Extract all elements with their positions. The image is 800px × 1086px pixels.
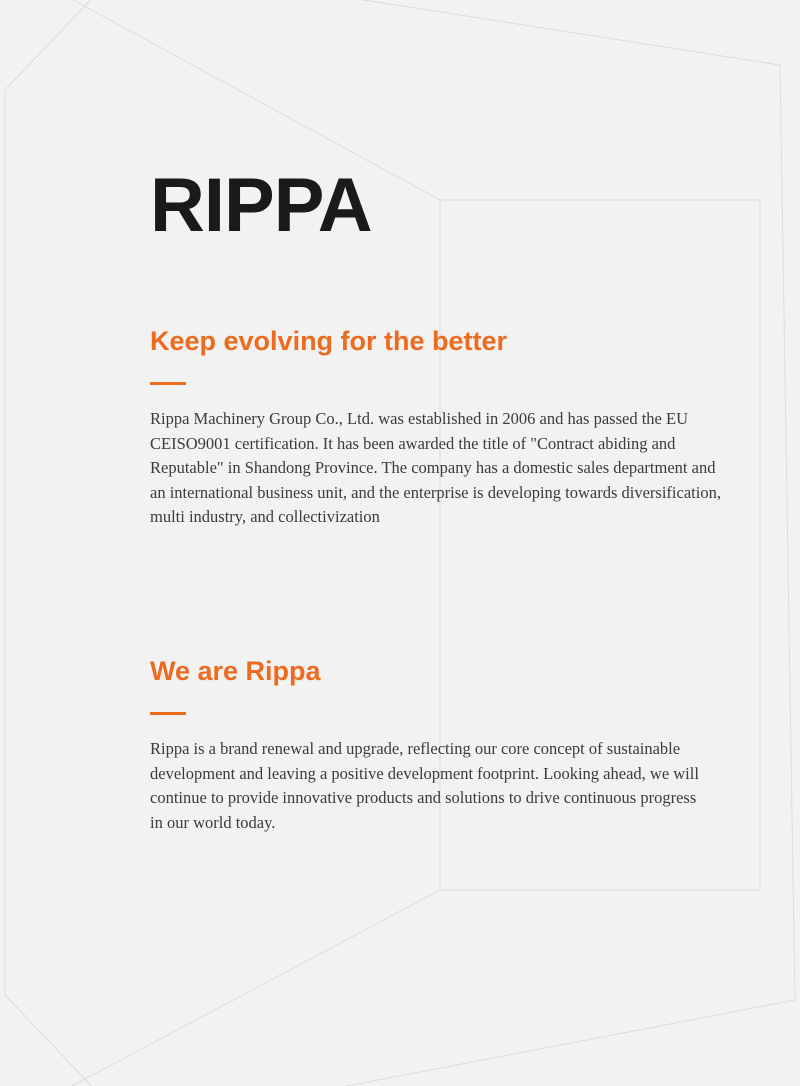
section-title: Keep evolving for the better — [150, 326, 508, 356]
section-title: We are Rippa — [150, 656, 321, 686]
section-body: Rippa Machinery Group Co., Ltd. was established in 2006 and has passed the EU CEISO9001 certification. It has been awarded the title of "Contract abiding and Reputable" in Shandong Province. The company has a domestic sales department and an international business unit, and the enterprise is developing towards diversification, multi industry, and collectivization — [150, 409, 721, 527]
section-keep-evolving — [150, 325, 735, 529]
brand-logo-wordmark: RIPPA — [150, 163, 372, 248]
section-body: Rippa is a brand renewal and upgrade, reflecting our core concept of sustainable development and leaving a positive development footprint. Looking ahead, we will continue to provide innovative products and solutions to drive continuous progress in our world today. — [150, 739, 699, 832]
section-divider — [150, 382, 186, 385]
section-we-are-rippa — [150, 655, 735, 835]
section-divider — [150, 712, 186, 715]
